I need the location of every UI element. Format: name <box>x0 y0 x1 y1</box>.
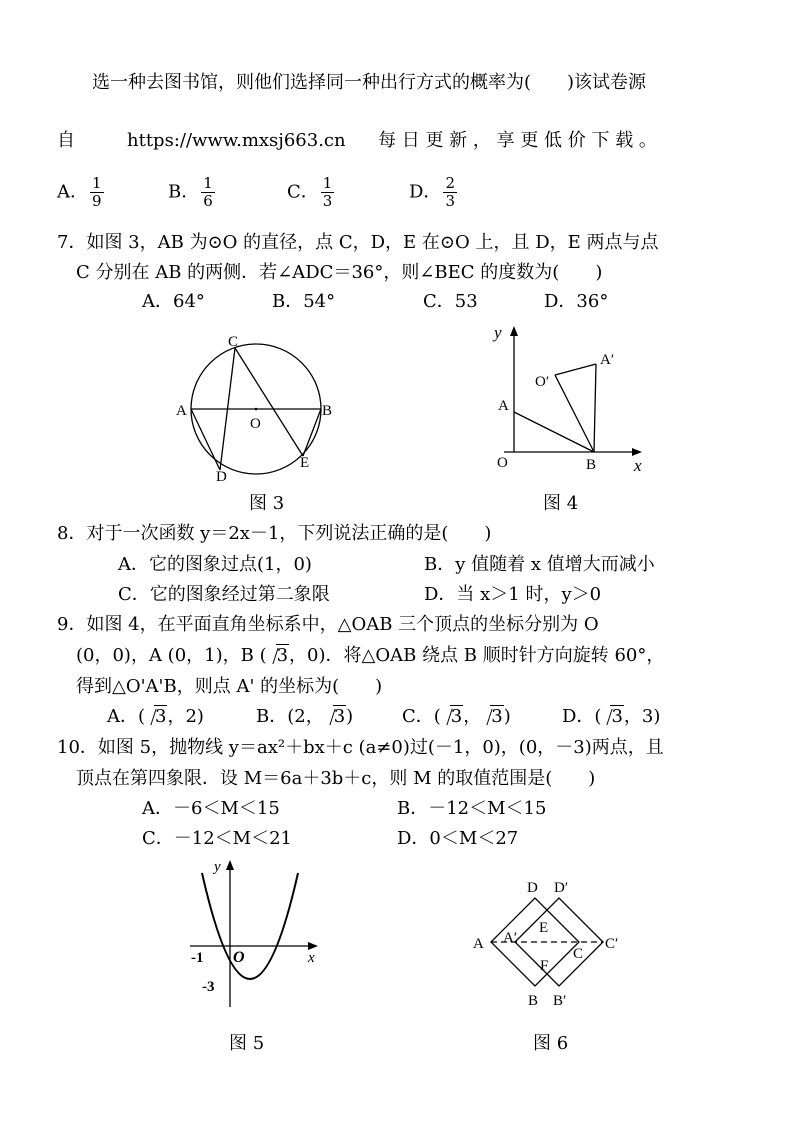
q6-option-d: D． $\frac{2}{3}$ <box>409 174 455 210</box>
q8-option-d: D．当 x＞1 时，y＞0 <box>424 584 602 605</box>
q6-option-c: C． $\frac{1}{3}$ <box>287 174 333 210</box>
fig3-label-e: E <box>300 455 310 471</box>
fig6-label-c: C <box>573 946 584 962</box>
fig4-axis-x: x <box>634 456 642 475</box>
figure-3-circle-diagram <box>170 325 340 490</box>
source-link[interactable]: https://www.mxsj663.cn <box>127 130 346 151</box>
q9-stem-line-2: (0，0)，A (0，1)，B ( 3，0)．将△OAB 绕点 B 顺时针方向旋转 60°， <box>76 645 665 666</box>
fig3-label-c: C <box>228 334 239 350</box>
figure-5-parabola-graph <box>180 855 325 1020</box>
q10-option-c: C．－12＜M＜21 <box>142 828 293 849</box>
fig4-axis-y: y <box>494 323 502 342</box>
q9-option-b: B．(2， 3) <box>256 706 354 727</box>
q7-option-b: B．54° <box>272 291 336 312</box>
fig3-label-a: A <box>176 403 187 419</box>
q9-stem-line-1: 9．如图 4，在平面直角坐标系中，△OAB 三个顶点的坐标分别为 O <box>57 614 599 635</box>
figure-4-coordinate-diagram <box>490 318 655 478</box>
fig5-axis-x: x <box>308 950 315 966</box>
figure-6-translated-squares <box>465 875 635 1010</box>
q10-option-d: D．0＜M＜27 <box>397 828 519 849</box>
fig5-label-minus-1: -1 <box>191 950 204 966</box>
q7-stem-line-2: C 分别在 AB 的两侧．若∠ADC＝36°，则∠BEC 的度数为( ) <box>76 262 603 283</box>
q8-stem: 8．对于一次函数 y＝2x－1，下列说法正确的是( ) <box>57 523 492 544</box>
q6-option-a: A． $\frac{1}{9}$ <box>57 174 102 210</box>
fig3-caption: 图 3 <box>249 493 285 514</box>
fig5-caption: 图 5 <box>229 1033 265 1054</box>
fig6-label-d: D <box>527 880 538 896</box>
fig5-axis-y: y <box>214 859 221 875</box>
fig6-label-b-prime: B′ <box>553 993 567 1009</box>
q9-stem-line-3: 得到△O'A'B，则点 A' 的坐标为( ) <box>76 676 383 697</box>
q10-option-a: A．－6＜M＜15 <box>142 798 280 819</box>
intro-prefix: 自 <box>57 130 75 151</box>
q7-option-c: C．53 <box>423 291 478 312</box>
fig4-label-o-prime: O′ <box>535 374 550 390</box>
q7-option-d: D．36° <box>544 291 609 312</box>
fig6-label-a: A <box>473 936 484 952</box>
fig6-label-b: B <box>528 993 539 1009</box>
q8-option-b: B．y 值随着 x 值增大而减小 <box>424 554 655 575</box>
intro-suffix: 每 日 更 新 ， 享 更 低 价 下 载 。 <box>378 130 657 151</box>
q9-option-c: C．( 3， 3) <box>402 706 511 727</box>
fig5-label-o: O <box>233 949 245 966</box>
fig4-label-b: B <box>586 457 597 473</box>
q10-stem-line-1: 10．如图 5，抛物线 y＝ax²＋bx＋c (a≠0)过(－1，0)，(0，－3)两点，且 <box>57 737 664 758</box>
fig6-label-c-prime: C′ <box>605 936 619 952</box>
q6-option-b: B． $\frac{1}{6}$ <box>168 174 213 210</box>
fig5-label-minus-3: -3 <box>202 979 215 995</box>
q7-option-a: A．64° <box>142 291 205 312</box>
fig6-label-a-prime: A′ <box>503 930 518 946</box>
fig4-label-a-prime: A′ <box>600 352 615 368</box>
q7-stem-line-1: 7．如图 3，AB 为⊙O 的直径，点 C，D，E 在⊙O 上，且 D，E 两点与点 <box>57 232 659 253</box>
q10-option-b: B．－12＜M＜15 <box>397 798 547 819</box>
fig3-label-b: B <box>322 403 333 419</box>
fig4-label-o: O <box>497 455 508 471</box>
intro-line-1: 选一种去图书馆，则他们选择同一种出行方式的概率为( )该试卷源 <box>92 72 647 93</box>
fig4-caption: 图 4 <box>543 493 579 514</box>
q10-stem-line-2: 顶点在第四象限．设 M＝6a＋3b＋c，则 M 的取值范围是( ) <box>76 768 596 789</box>
fig3-label-o: O <box>250 416 261 432</box>
q8-option-a: A．它的图象过点(1，0) <box>118 554 312 575</box>
fig6-label-f: F <box>540 958 549 974</box>
q9-option-d: D．( 3，3) <box>562 706 661 727</box>
fig6-label-d-prime: D′ <box>554 880 569 896</box>
fig3-label-d: D <box>216 469 227 485</box>
q9-option-a: A．( 3，2) <box>107 706 204 727</box>
fig6-caption: 图 6 <box>533 1033 569 1054</box>
fig4-label-a: A <box>498 398 509 414</box>
q8-option-c: C．它的图象经过第二象限 <box>118 584 330 605</box>
fig6-label-e: E <box>539 920 549 936</box>
